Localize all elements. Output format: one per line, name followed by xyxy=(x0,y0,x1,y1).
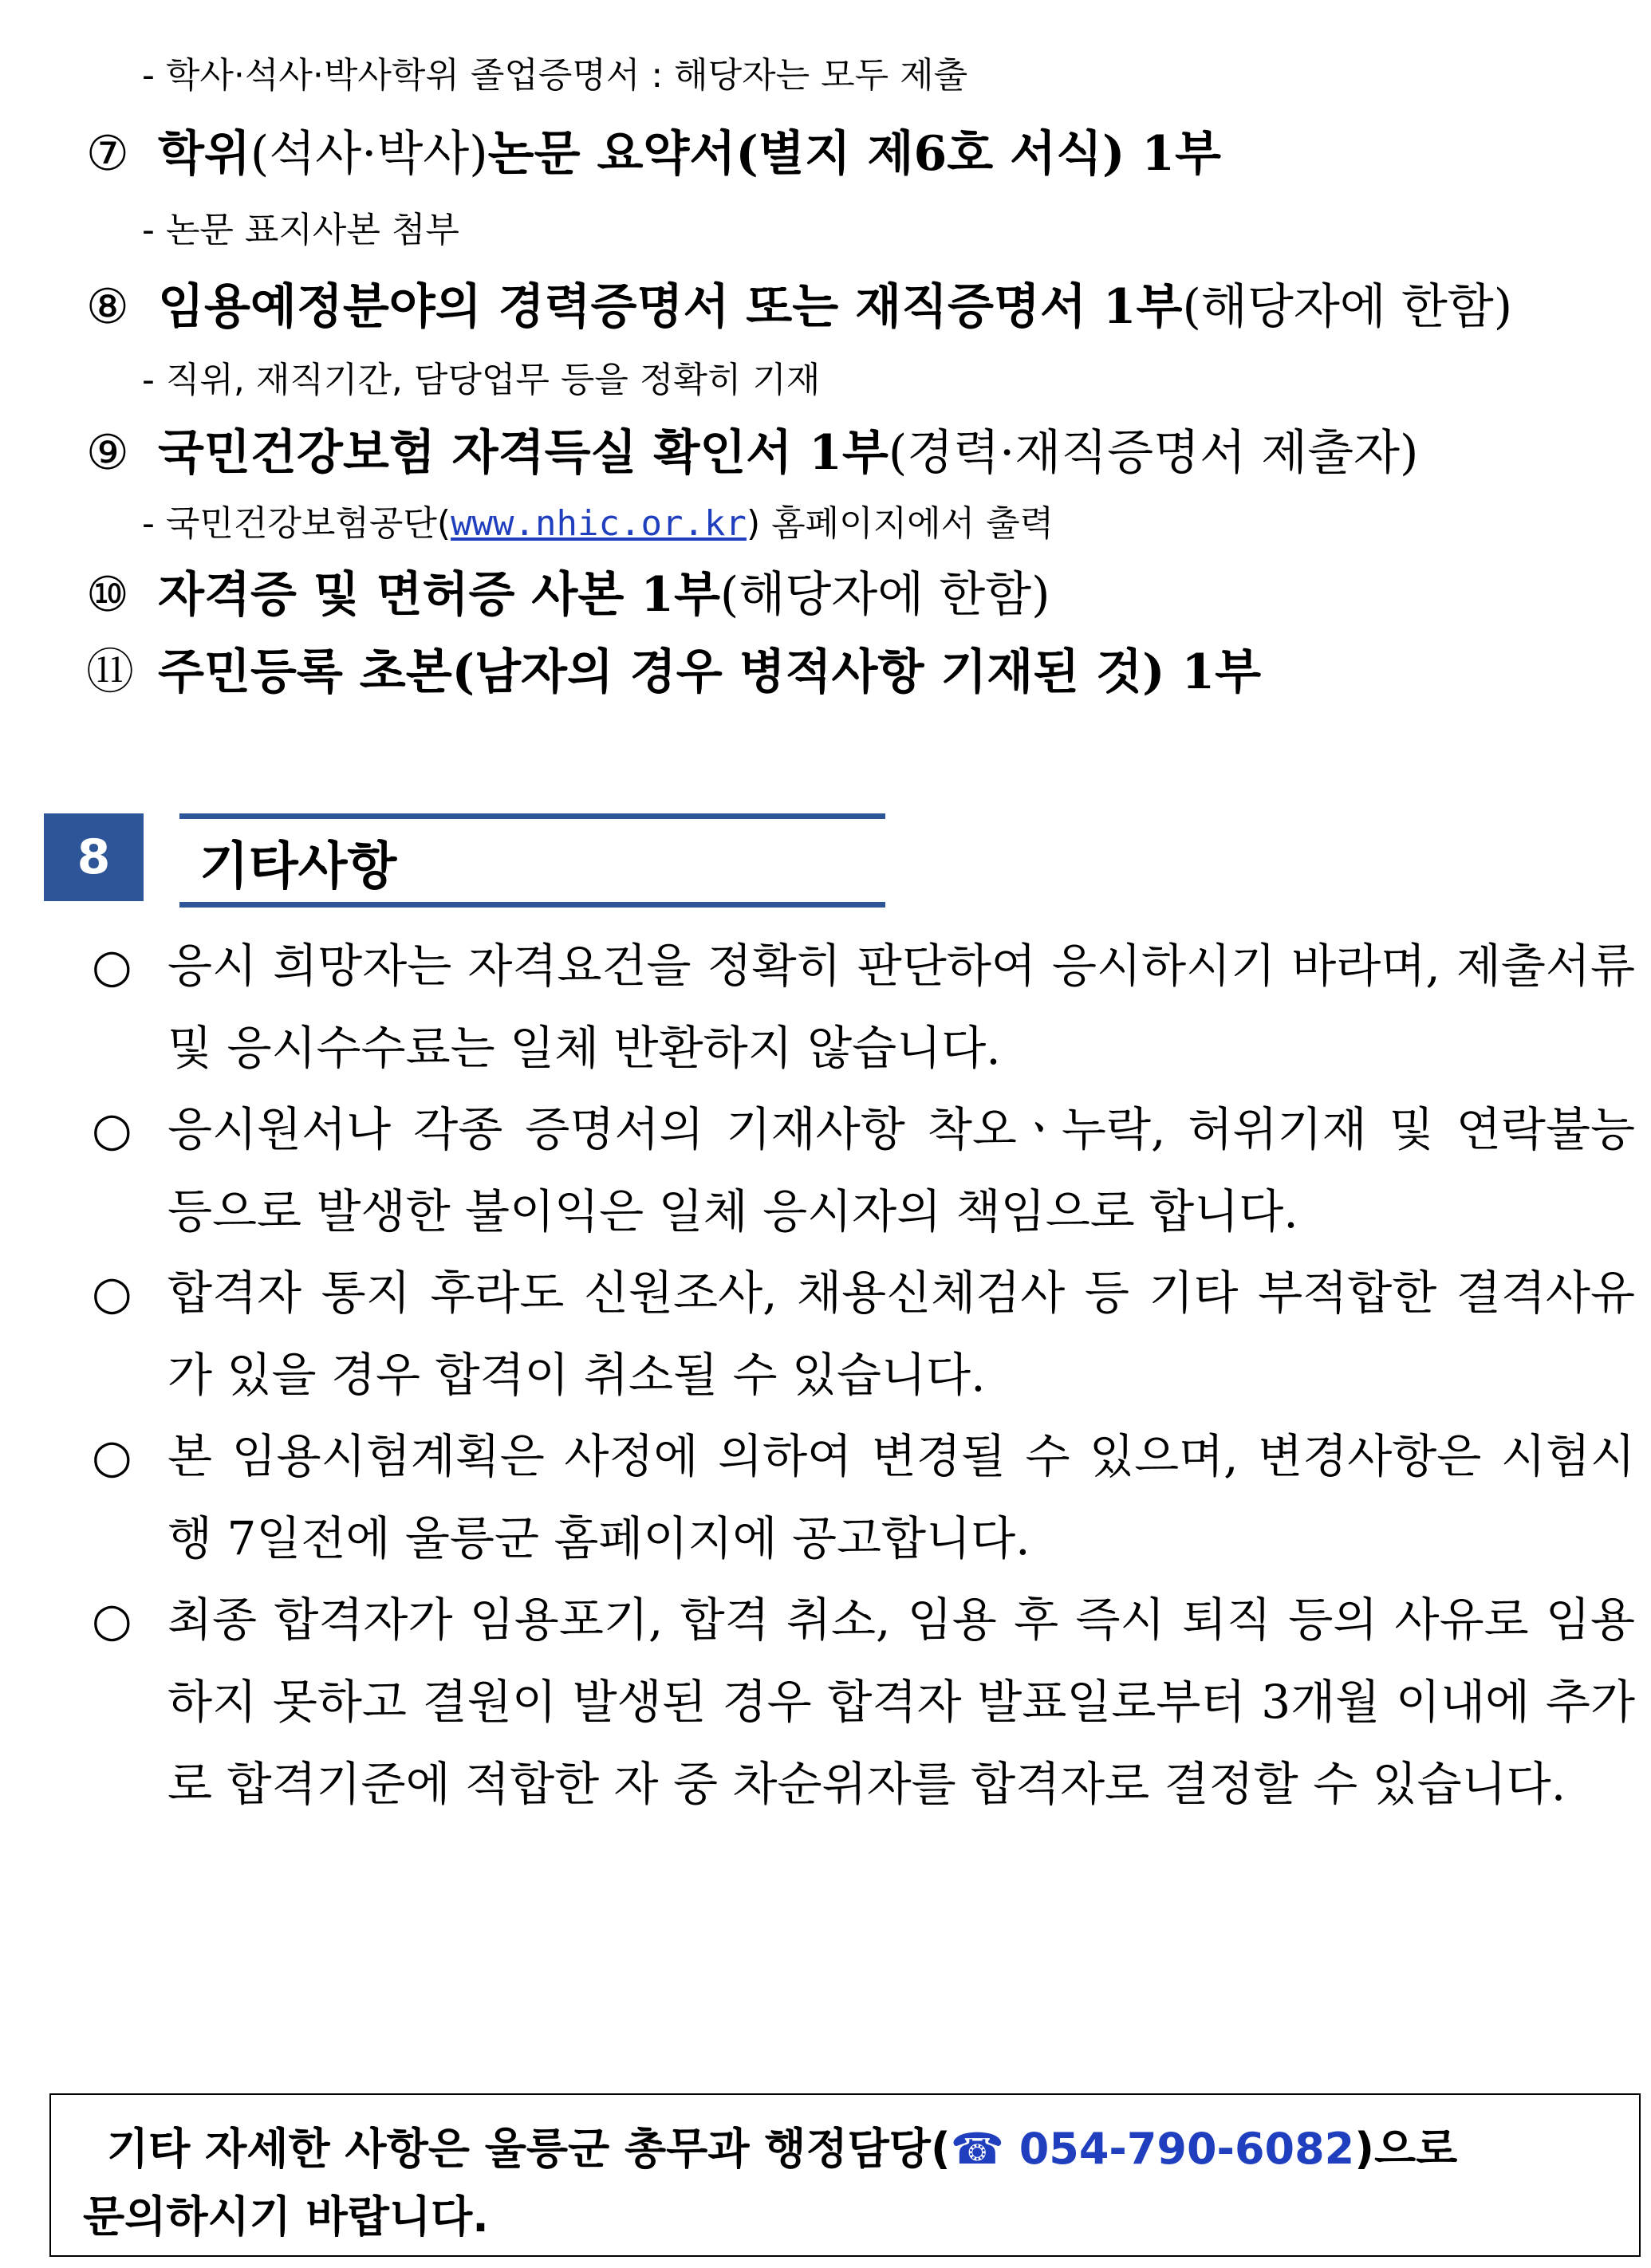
nhic-link[interactable]: www.nhic.or.kr xyxy=(451,503,747,544)
sub-text: ) 홈페이지에서 출력 xyxy=(746,503,1054,544)
sub-text: - 국민건강보험공단( xyxy=(142,503,451,544)
notice-bullet xyxy=(92,1252,1635,1416)
notice-bullet xyxy=(92,925,1635,1089)
item-normal-text: (해당자에 한함) xyxy=(719,567,1050,623)
notice-text: 응시 희망자는 자격요건을 정확히 판단하여 응시하시기 바라며, 제출서류 및 응시수수료는 일체 반환하지 않습니다. xyxy=(167,939,1635,1075)
notice-text: 최종 합격자가 임용포기, 합격 취소, 임용 후 즉시 퇴직 등의 사유로 임용하지 못하고 결원이 발생된 경우 합격자 발표일로부터 3개월 이내에 추가로 합격기준에 적합한 자 중 차순위자를 합격자로 결정할 수 있습니다. xyxy=(167,1593,1635,1811)
item-normal-text: (경력·재직증명서 제출자) xyxy=(888,425,1419,481)
phone-number[interactable]: ☎ 054-790-6082 xyxy=(950,2124,1355,2174)
contact-text: 기타 자세한 사항은 울릉군 총무과 행정담당( xyxy=(107,2124,951,2174)
item-number: ⑨ xyxy=(86,425,129,481)
doc-item-11 xyxy=(86,634,1261,703)
item-number: ⑦ xyxy=(86,126,129,182)
circle-bullet-icon: ○ xyxy=(92,939,132,993)
doc-item-7 xyxy=(86,116,1221,184)
item-number: ⑪ xyxy=(86,644,134,700)
doc-item-8 xyxy=(86,269,1512,337)
item-normal-text: (석사·박사) xyxy=(250,126,488,182)
notice-bullet xyxy=(92,1416,1635,1580)
sub-line-career: - 직위, 재직기간, 담당업무 등을 정확히 기재 xyxy=(142,360,821,400)
sub-line-thesis: - 논문 표지사본 첨부 xyxy=(142,210,459,250)
item-bold-text: 국민건강보험 자격득실 확인서 1부 xyxy=(158,425,889,481)
circle-bullet-icon: ○ xyxy=(92,1593,132,1647)
doc-item-10 xyxy=(86,557,1050,625)
section-title: 기타사항 xyxy=(199,837,397,896)
item-bold-text: 임용예정분야의 경력증명서 또는 재직증명서 1부 xyxy=(158,279,1183,335)
contact-line-2: 문의하시기 바랍니다. xyxy=(83,2191,489,2242)
sub-line-nhic xyxy=(142,494,1054,545)
doc-item-9 xyxy=(86,415,1418,483)
item-bold-text: 자격증 및 면허증 사본 1부 xyxy=(158,567,720,623)
contact-line-1 xyxy=(107,2115,1457,2176)
sub-line-degree-cert: - 학사·석사·박사학위 졸업증명서 : 해당자는 모두 제출 xyxy=(142,55,968,96)
contact-box xyxy=(49,2093,1641,2257)
item-bold-text: 학위 xyxy=(158,126,250,182)
circle-bullet-icon: ○ xyxy=(92,1266,132,1320)
item-normal-text: (해당자에 한함) xyxy=(1182,279,1513,335)
item-bold-text: 논문 요약서(별지 제6호 서식) 1부 xyxy=(487,126,1222,182)
notice-text: 합격자 통지 후라도 신원조사, 채용신체검사 등 기타 부적합한 결격사유가 있을 경우 합격이 취소될 수 있습니다. xyxy=(167,1266,1635,1402)
notice-text: 응시원서나 각종 증명서의 기재사항 착오ㆍ누락, 허위기재 및 연락불능 등으로 발생한 불이익은 일체 응시자의 책임으로 합니다. xyxy=(167,1102,1635,1238)
item-bold-text: 주민등록 초본(남자의 경우 병적사항 기재된 것) 1부 xyxy=(158,644,1262,700)
notice-bullet xyxy=(92,1089,1635,1253)
section-title-box xyxy=(179,813,885,908)
contact-text: )으로 xyxy=(1354,2124,1458,2174)
item-number: ⑧ xyxy=(86,279,129,335)
section-number-badge: 8 xyxy=(44,813,144,901)
notice-text: 본 임용시험계획은 사정에 의하여 변경될 수 있으며, 변경사항은 시험시행 7일전에 울릉군 홈페이지에 공고합니다. xyxy=(167,1429,1635,1565)
item-number: ⑩ xyxy=(86,567,129,623)
circle-bullet-icon: ○ xyxy=(92,1102,132,1156)
circle-bullet-icon: ○ xyxy=(92,1429,132,1483)
notice-bullet xyxy=(92,1579,1635,1825)
